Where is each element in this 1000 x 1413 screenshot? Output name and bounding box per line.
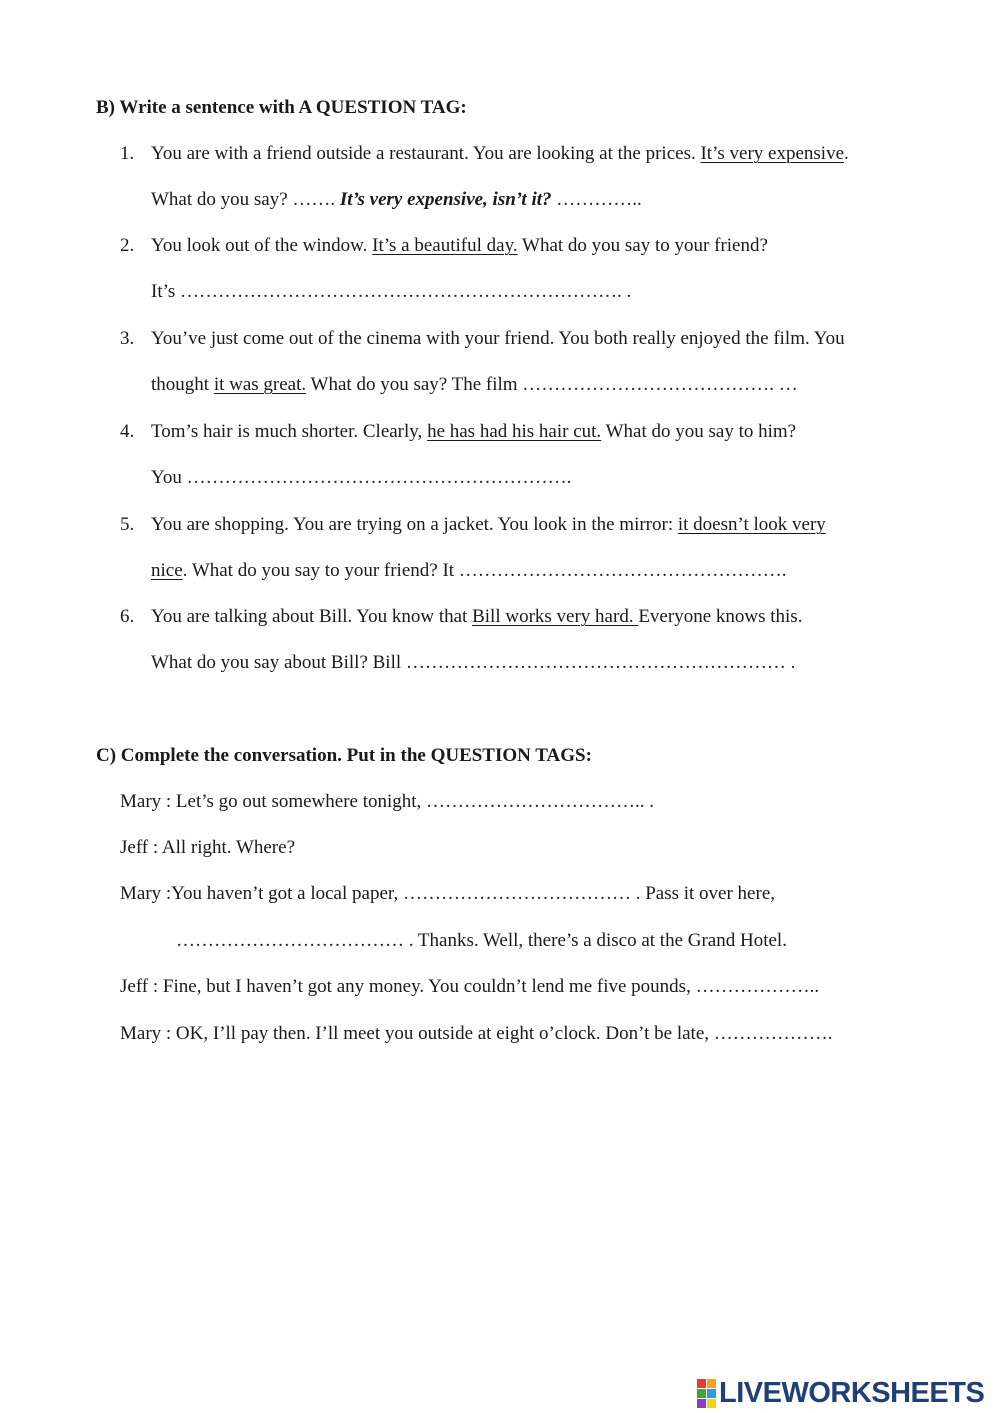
section-c-heading: C) Complete the conversation. Put in the QUESTION TAGS:: [96, 745, 592, 766]
question-6-answer-blank[interactable]: What do you say about Bill? Bill …………………………………………………… .: [151, 652, 796, 673]
underlined-statement: It’s a beautiful day.: [372, 235, 518, 256]
question-1-answer-line: What do you say? ……. It’s very expensive, isn’t it? …………..: [151, 189, 642, 210]
section-b-heading: B) Write a sentence with A QUESTION TAG:: [96, 97, 467, 118]
conversation-line[interactable]: ……………………………… . Thanks. Well, there’s a disco at the Grand Hotel.: [176, 930, 787, 951]
underlined-statement: it doesn’t look very: [677, 514, 826, 535]
logo-text: LIVEWORKSHEETS: [719, 1377, 985, 1409]
question-2-answer-blank[interactable]: It’s ……………………………………………………………. .: [151, 281, 632, 302]
conversation-line[interactable]: Mary : Let’s go out somewhere tonight, …………………………….. .: [120, 791, 655, 812]
underlined-statement: it was great.: [213, 374, 307, 395]
question-5-answer-line[interactable]: nice. What do you say to your friend? It …………………………………………….: [151, 560, 787, 581]
underlined-statement: he has had his hair cut.: [427, 421, 602, 442]
conversation-line: Jeff : All right. Where?: [120, 837, 295, 858]
underlined-statement: It’s very expensive: [700, 143, 844, 164]
liveworksheets-logo: [697, 1378, 993, 1408]
question-number: 1.: [120, 143, 135, 164]
question-3-answer-line[interactable]: thought it was great. What do you say? The film …………………………………. …: [151, 374, 798, 395]
example-answer: It’s very expensive, isn’t it?: [339, 189, 552, 210]
conversation-line[interactable]: Jeff : Fine, but I haven’t got any money. You couldn’t lend me five pounds, ………………..: [120, 976, 820, 997]
question-4-answer-blank[interactable]: You …………………………………………………….: [151, 467, 572, 488]
conversation-line[interactable]: Mary :You haven’t got a local paper, ……………………………… . Pass it over here,: [120, 883, 775, 904]
logo-blocks-icon: [697, 1379, 716, 1408]
conversation-line[interactable]: Mary : OK, I’ll pay then. I’ll meet you outside at eight o’clock. Don’t be late, ……………….: [120, 1023, 833, 1044]
underlined-statement: Bill works very hard.: [472, 606, 639, 627]
